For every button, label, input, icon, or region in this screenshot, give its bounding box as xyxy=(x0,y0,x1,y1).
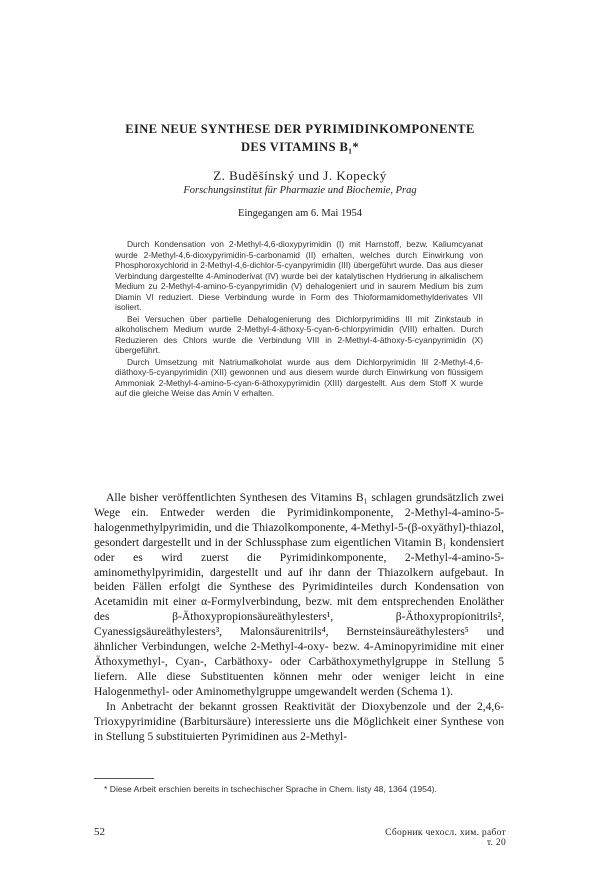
footnote-rule xyxy=(94,778,154,779)
footnote: * Diese Arbeit erschien bereits in tschechischer Sprache in Chem. listy 48, 1364 (1954). xyxy=(104,784,437,794)
body-text xyxy=(94,491,504,744)
journal-reference: Сборник чехосл. хим. работ т. 20 xyxy=(385,828,506,848)
paper-title-line1: EINE NEUE SYNTHESE DER PYRIMIDINKOMPONENTE xyxy=(125,122,475,136)
abstract-paragraph: Bei Versuchen über partielle Dehalogenierung des Dichlorpyrimidins III mit Zinkstaub in alkoholischem Medium wurde 2-Methyl-4-äthoxy-5-cyan-6-chlorpyrimidin (VIII) erhalten. Durch Reduzieren des Chlors wurde die Verbindung VIII in 2-Methyl-4-äthoxy-5-cyanpyrimidin (X) übergeführt. xyxy=(115,313,483,355)
body-paragraph: Alle bisher veröffentlichten Synthesen des Vitamins B₁ schlagen grundsätzlich zwei Wege ein. Entweder werden die Pyrimidinkomponente, 2-Methyl-4-amino-5-halogenmethylpyrimidin, und die Thiazolkomponente, 4-Methyl-5-(β-oxyäthyl)-thiazol, gesondert dargestellt und in der Schlussphase zum eigentlichen Vitamin B₁ kondensiert oder es wird zuerst die Pyrimidinkomponente, 2-Methyl-4-amino-5-aminomethylpyrimidin, dargestellt und auf ihr dann der Thiazolkern aufgebaut. In beiden Fällen erfolgt die Synthese des Pyrimidinteiles durch Kondensation von Acetamidin mit einer α-Formylverbindung, bezw. mit dem entsprechenden Enoläther des β-Äthoxypropionsäureäthylesters¹, β-Äthoxypropionitrils², Cyanessigsäureäthylesters³, Malonsäurenitrils⁴, Bernsteinsäureäthylesters⁵ und ähnlicher Verbindungen, welche 2-Methyl-4-oxy- bezw. 4-Aminopyrimidine mit einer Äthoxymethyl-, Cyan-, Carbäthoxy- oder Carbäthoxymethylgruppe in Stellung 5 liefern. Alle diese Substituenten können mehr oder weniger leicht in eine Halogenmethyl- oder Aminomethylgruppe umgewandelt werden (Schema 1). xyxy=(94,491,504,698)
affiliation: Forschungsinstitut für Pharmazie und Biochemie, Prag xyxy=(183,185,417,196)
body-paragraph: In Anbetracht der bekannt grossen Reaktivität der Dioxybenzole und der 2,4,6-Trioxypyrimidine (Barbitursäure) interessierte uns die Möglichkeit einer Synthese von in Stellung 5 substituierten Pyrimidinen aus 2-Methyl- xyxy=(94,699,504,743)
received-date: Eingegangen am 6. Mai 1954 xyxy=(238,208,362,219)
authors: Z. Buděšínský und J. Kopecký xyxy=(213,168,387,183)
page-number: 52 xyxy=(94,826,105,838)
abstract xyxy=(115,239,483,400)
abstract-paragraph: Durch Kondensation von 2-Methyl-4,6-dioxypyrimidin (I) mit Harnstoff, bezw. Kaliumcyanat wurde 2-Methyl-4,6-dioxypyrimidin-5-carbonamid (II) erhalten, welches durch Einwirkung von Phosphoroxychlorid in 2-Methyl-4,6-dichlor-5-cyanpyrimidin (III) übergeführt wurde. Das aus dieser Verbindung dargestellte 4-Aminoderivat (IV) wurde bei der katalytischen Hydrierung in alkalischem Medium zu 2-Methyl-4-amino-5-cyanpyrimidin (V) dehalogeniert und in saurem Medium bis zum Diamin VI reduziert. Diese Verbindung wurde in Form des Thioformamidomethylderivates VII isoliert. xyxy=(115,239,483,312)
abstract-paragraph: Durch Umsetzung mit Natriumalkoholat wurde aus dem Dichlorpyrimidin III 2-Methyl-4,6-diäthoxy-5-cyanpyrimidin (XII) gewonnen und aus diesem wurde durch Einwirkung von flüssigem Ammoniak 2-Methyl-4-amino-5-cyan-6-äthoxypyrimidin (XIII) dargestellt. Aus dem Stoff X wurde auf die gleiche Weise das Amin V erhalten. xyxy=(115,356,483,398)
paper-title-line2: DES VITAMINS B₁* xyxy=(240,140,360,154)
